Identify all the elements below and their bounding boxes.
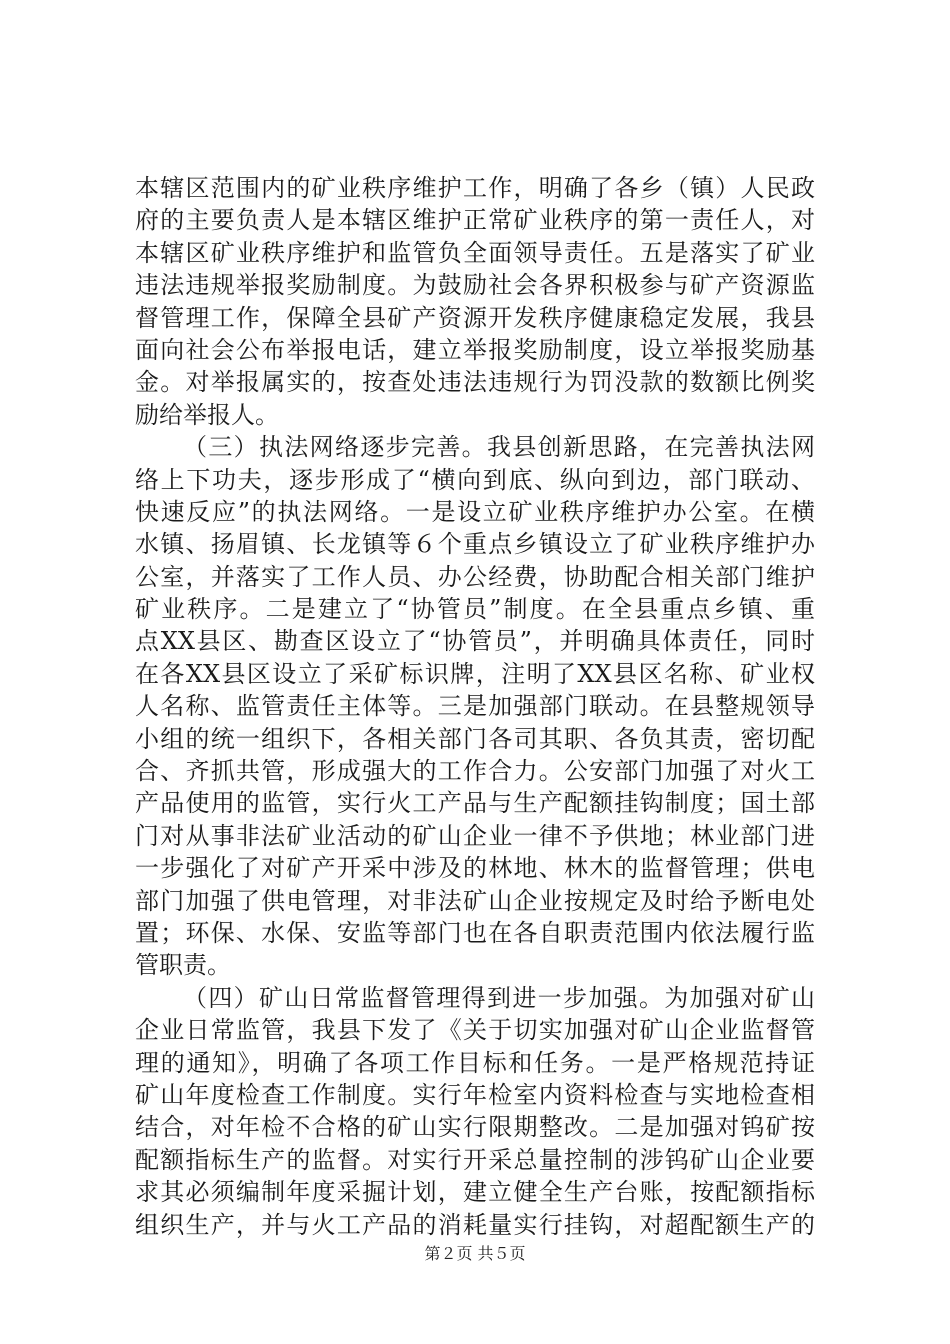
text-line: 理的通知》，明确了各项工作目标和任务。一是严格规范持证	[135, 1048, 815, 1077]
text-line: 矿业秩序。二是建立了“协管员”制度。在全县重点乡镇、重	[135, 595, 815, 624]
text-line: 门对从事非法矿业活动的矿山企业一律不予供地；林业部门进	[135, 821, 815, 850]
page-number-footer: 第２页 共５页	[424, 1244, 526, 1263]
text-line: 本辖区范围内的矿业秩序维护工作，明确了各乡（镇）人民政	[135, 174, 815, 202]
text-line: 络上下功夫，逐步形成了“横向到底、纵向到边，部门联动、	[135, 465, 815, 494]
text-line: 组织生产，并与火工产品的消耗量实行挂钩，对超配额生产的	[135, 1210, 815, 1239]
text-line: 水镇、扬眉镇、长龙镇等６个重点乡镇设立了矿业秩序维护办	[135, 530, 815, 559]
text-line: 配额指标生产的监督。对实行开采总量控制的涉钨矿山企业要	[135, 1145, 815, 1174]
document-body	[135, 172, 815, 1241]
text-line: 矿山年度检查工作制度。实行年检室内资料检查与实地检查相	[135, 1080, 815, 1109]
paragraph-start-line: （四）矿山日常监督管理得到进一步加强。为加强对矿山	[183, 983, 815, 1012]
text-line: 励给举报人。	[135, 400, 279, 429]
text-line: 督管理工作，保障全县矿产资源开发秩序健康稳定发展，我县	[135, 303, 815, 332]
text-line: 在各XX县区设立了采矿标识牌，注明了XX县区名称、矿业权	[135, 659, 815, 688]
text-line: 置；环保、水保、安监等部门也在各自职责范围内依法履行监	[135, 918, 815, 947]
text-line: 结合，对年检不合格的矿山实行限期整改。二是加强对钨矿按	[135, 1113, 815, 1142]
paragraph-start-line: （三）执法网络逐步完善。我县创新思路，在完善执法网	[183, 433, 815, 462]
text-line: 企业日常监管，我县下发了《关于切实加强对矿山企业监督管	[135, 1016, 815, 1045]
text-line: 公室，并落实了工作人员、办公经费，协助配合相关部门维护	[135, 562, 815, 591]
text-line: 本辖区矿业秩序维护和监管负全面领导责任。五是落实了矿业	[135, 238, 815, 267]
text-line: 快速反应”的执法网络。一是设立矿业秩序维护办公室。在横	[135, 497, 815, 526]
text-line: 面向社会公布举报电话，建立举报奖励制度，设立举报奖励基	[135, 335, 815, 364]
text-line: 点XX县区、勘查区设立了“协管员”，并明确具体责任，同时	[135, 627, 815, 656]
text-line: 一步强化了对矿产开采中涉及的林地、林木的监督管理；供电	[135, 854, 815, 883]
text-line: 合、齐抓共管，形成强大的工作合力。公安部门加强了对火工	[135, 757, 815, 786]
text-line: 违法违规举报奖励制度。为鼓励社会各界积极参与矿产资源监	[135, 271, 815, 300]
text-line: 求其必须编制年度采掘计划，建立健全生产台账，按配额指标	[135, 1178, 815, 1207]
text-line: 金。对举报属实的，按查处违法违规行为罚没款的数额比例奖	[135, 368, 815, 397]
text-line: 人名称、监管责任主体等。三是加强部门联动。在县整规领导	[135, 692, 815, 721]
text-line: 部门加强了供电管理，对非法矿山企业按规定及时给予断电处	[135, 886, 815, 915]
text-line: 管职责。	[135, 951, 231, 980]
text-line: 府的主要负责人是本辖区维护正常矿业秩序的第一责任人，对	[135, 206, 815, 235]
text-line: 小组的统一组织下，各相关部门各司其职、各负其责，密切配	[135, 724, 815, 753]
text-line: 产品使用的监管，实行火工产品与生产配额挂钩制度；国土部	[135, 789, 815, 818]
